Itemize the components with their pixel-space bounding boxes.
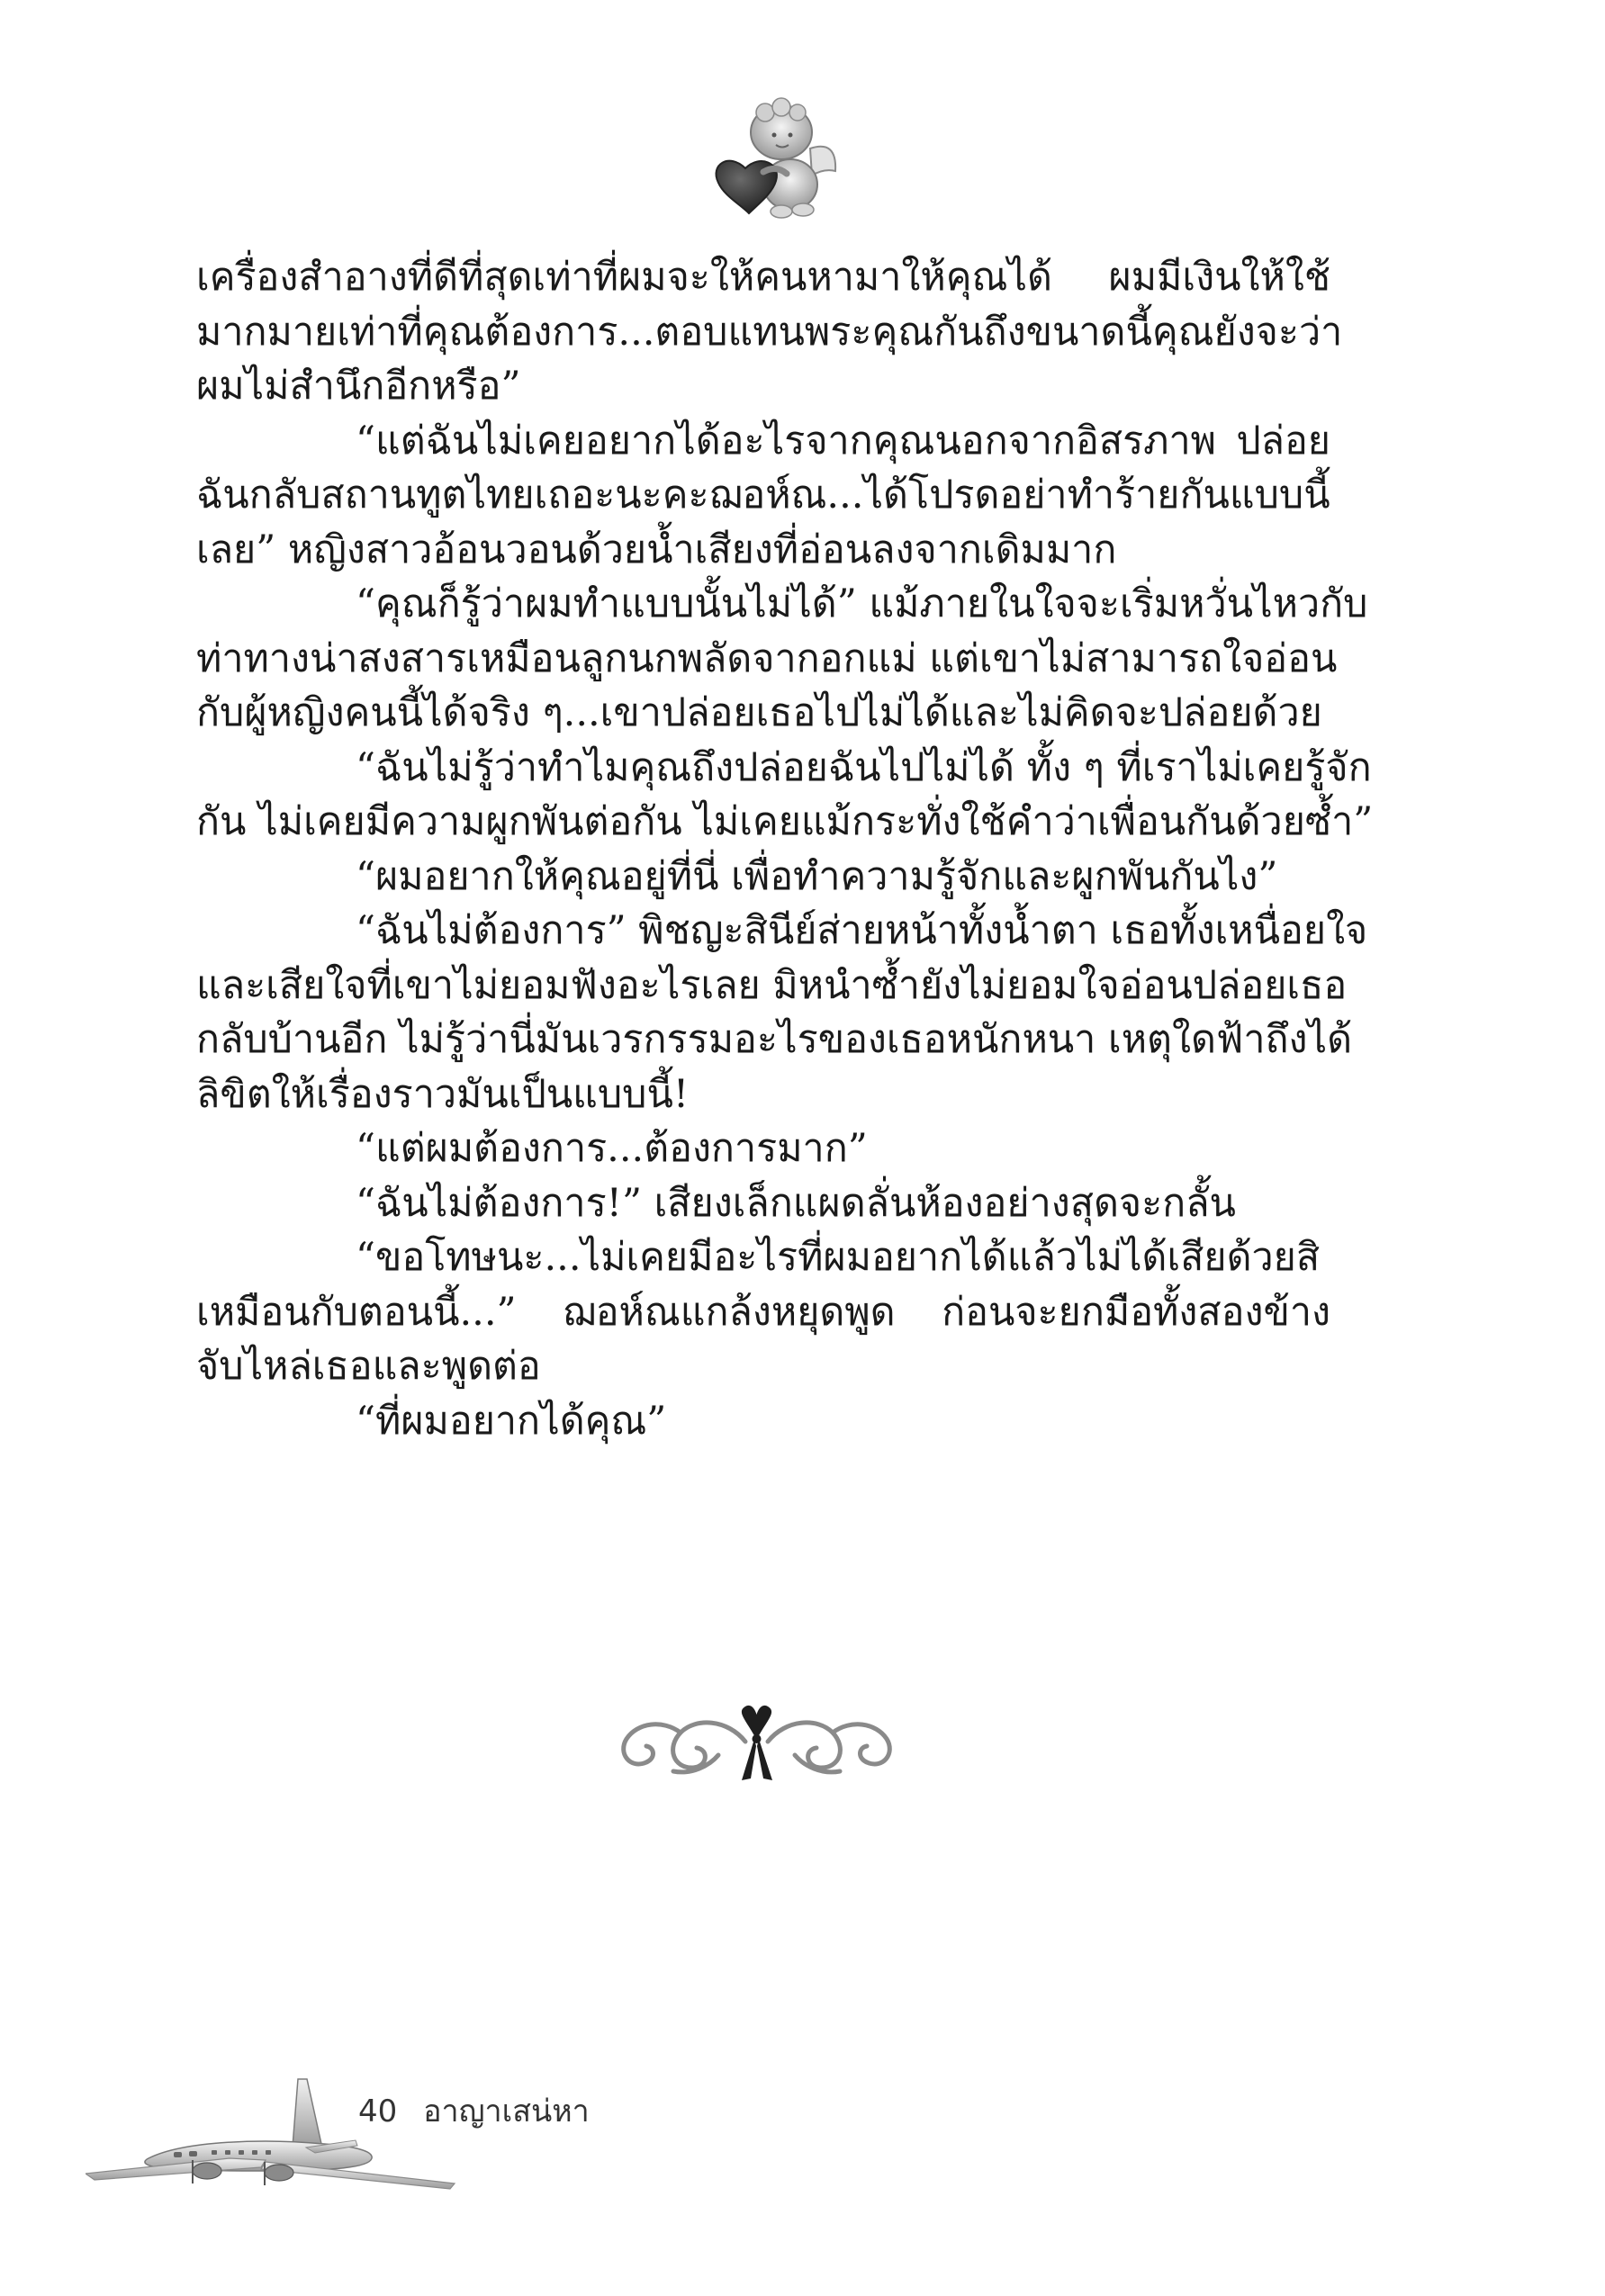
story-body-text — [196, 250, 1374, 1448]
paragraph-first-line: “ขอโทษนะ...ไม่เคยมีอะไรที่ผมอยากได้แล้วไม่ได้เสียด้วยสิ — [356, 1235, 1321, 1280]
text-line: เครื่องสำอางที่ดีที่สุดเท่าที่ผมจะให้คนหามาให้คุณได้ ผมมีเงินให้ใช้ — [196, 255, 1330, 300]
text-line: จับไหล่เธอและพูดต่อ — [196, 1344, 541, 1389]
text-line: เหมือนกับตอนนี้...” ฌอห์ณแกล้งหยุดพูด ก่อนจะยกมือทั้งสองข้าง — [196, 1289, 1330, 1335]
paragraph-first-line: “คุณก็รู้ว่าผมทำแบบนั้นไม่ได้” แม้ภายในใจจะเริ่มหวั่นไหวกับ — [356, 581, 1368, 626]
text-line: กัน ไม่เคยมีความผูกพันต่อกัน ไม่เคยแม้กระทั่งใช้คำว่าเพื่อนกันด้วยซ้ำ” — [196, 799, 1374, 844]
text-line: ผมไม่สำนึกอีกหรือ” — [196, 364, 521, 409]
page-footer — [358, 2086, 590, 2135]
paragraph-first-line: “ฉันไม่ต้องการ” พิชญะสินีย์ส่ายหน้าทั้งน้ำตา เธอทั้งเหนื่อยใจ — [356, 908, 1368, 953]
paragraph-first-line: “ฉันไม่รู้ว่าทำไมคุณถึงปล่อยฉันไปไม่ได้ ทั้ง ๆ ที่เราไม่เคยรู้จัก — [356, 744, 1372, 790]
page-number: 40 — [358, 2093, 398, 2129]
cherub-heart-icon — [693, 86, 846, 239]
paragraph-first-line: “แต่ฉันไม่เคยอยากได้อะไรจากคุณนอกจากอิสรภาพ ปล่อย — [356, 418, 1330, 464]
ribbon-scroll-ornament-icon — [610, 1692, 903, 1791]
text-line: ท่าทางน่าสงสารเหมือนลูกนกพลัดจากอกแม่ แต่เขาไม่สามารถใจอ่อน — [196, 635, 1338, 681]
text-line: และเสียใจที่เขาไม่ยอมฟังอะไรเลย มิหนำซ้ำยังไม่ยอมใจอ่อนปล่อยเธอ — [196, 962, 1348, 1008]
paragraph-first-line: “ผมอยากให้คุณอยู่ที่นี่ เพื่อทำความรู้จักและผูกพันกันไง” — [356, 853, 1278, 899]
text-line: เลย” หญิงสาวอ้อนวอนด้วยน้ำเสียงที่อ่อนลงจากเดิมมาก — [196, 527, 1117, 572]
paragraph-first-line: “แต่ผมต้องการ...ต้องการมาก” — [356, 1126, 868, 1171]
text-line: ฉันกลับสถานทูตไทยเถอะนะคะฌอห์ณ...ได้โปรดอย่าทำร้ายกันแบบนี้ — [196, 473, 1330, 518]
book-title: อาญาเสน่หา — [423, 2093, 590, 2129]
text-line: กลับบ้านอีก ไม่รู้ว่านี่มันเวรกรรมอะไรของเธอหนักหนา เหตุใดฟ้าถึงได้ — [196, 1017, 1353, 1062]
text-line: มากมายเท่าที่คุณต้องการ...ตอบแทนพระคุณกันถึงขนาดนี้คุณยังจะว่า — [196, 309, 1343, 355]
text-line: กับผู้หญิงคนนี้ได้จริง ๆ...เขาปล่อยเธอไปไม่ได้และไม่คิดจะปล่อยด้วย — [196, 690, 1322, 735]
paragraph-first-line: “ที่ผมอยากได้คุณ” — [356, 1398, 667, 1444]
paragraph-first-line: “ฉันไม่ต้องการ!” เสียงเล็กแผดลั่นห้องอย่างสุดจะกลั้น — [356, 1180, 1236, 1226]
text-line: ลิขิตให้เรื่องราวมันเป็นแบบนี้! — [196, 1071, 690, 1117]
